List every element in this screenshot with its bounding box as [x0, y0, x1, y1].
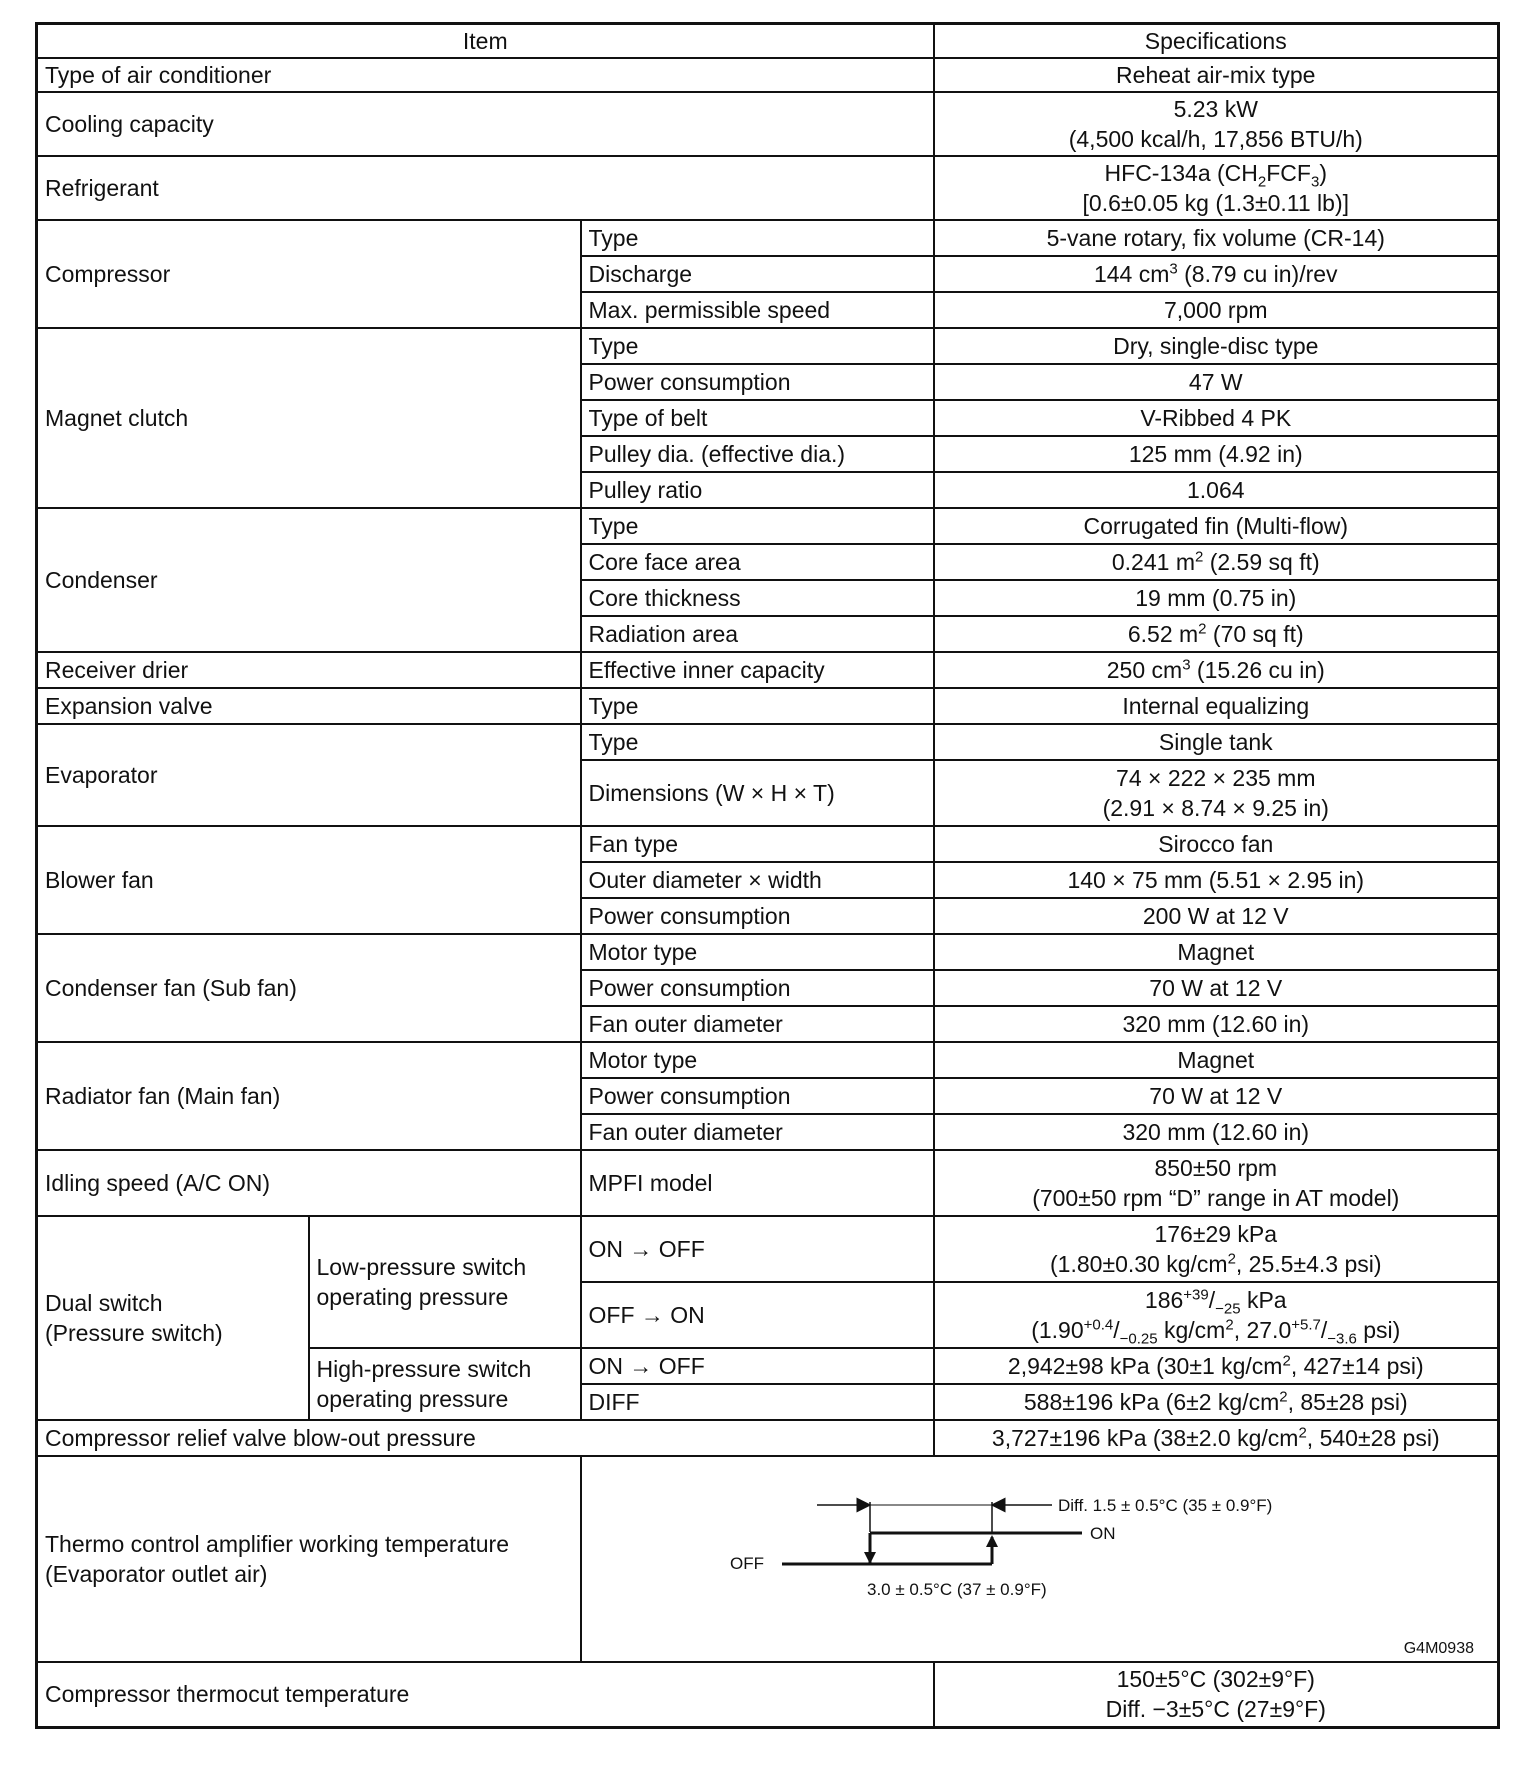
down-arrow-icon — [864, 1552, 876, 1564]
spec-line: [0.6±0.05 kg (1.3±0.11 lb)] — [1082, 189, 1349, 216]
table-row — [37, 1216, 1499, 1282]
sub-item-label: MPFI model — [581, 1150, 934, 1216]
off-label: OFF — [729, 1553, 764, 1573]
spec-value: V-Ribbed 4 PK — [934, 400, 1499, 436]
spec-value: Corrugated fin (Multi-flow) — [934, 508, 1499, 544]
table-row — [37, 826, 1499, 862]
spec-value: 250 $cm^3$ (15.26 cu in) — [934, 652, 1499, 688]
spec-value: 140 × 75 mm (5.51 × 2.95 in) — [934, 862, 1499, 898]
spec-value: 70 W at 12 V — [934, 1078, 1499, 1114]
header-row — [37, 24, 1499, 58]
item-label: Compressor thermocut temperature — [37, 1662, 934, 1728]
sub-item-label: Radiation area — [581, 616, 934, 652]
spec-line: (4,500 kcal/h, 17,856 BTU/h) — [1068, 125, 1363, 152]
table-row — [37, 156, 1499, 220]
sub-item-label: Fan type — [581, 826, 934, 862]
table-row — [37, 934, 1499, 970]
item-label: Compressor relief valve blow-out pressure — [37, 1420, 934, 1456]
spec-value: 3,727±196 kPa (38±2.0 $kg/cm^2$, 540±28 psi) — [934, 1420, 1499, 1456]
sub-item-label: Motor type — [581, 934, 934, 970]
condition-label: DIFF — [581, 1384, 934, 1420]
sub-item-label: Pulley ratio — [581, 472, 934, 508]
sub-item-label: Power consumption — [581, 898, 934, 934]
table-row — [37, 58, 1499, 92]
sub-item-label: Power consumption — [581, 970, 934, 1006]
spec-value: 1.064 — [934, 472, 1499, 508]
condition-label: ON → OFF — [581, 1216, 934, 1282]
spec-value: Magnet — [934, 934, 1499, 970]
item-label: Compressor — [37, 220, 581, 328]
sub-item-label: Power consumption — [581, 1078, 934, 1114]
sub-item-label: Motor type — [581, 1042, 934, 1078]
item-label: Refrigerant — [37, 156, 934, 220]
sub-item-label: Type of belt — [581, 400, 934, 436]
spec-value: 70 W at 12 V — [934, 970, 1499, 1006]
sub-item-label: Outer diameter × width — [581, 862, 934, 898]
table-row — [37, 1456, 1499, 1662]
sub-item-label: Type — [581, 328, 934, 364]
spec-line: Diff. −3±5°C (27±9°F) — [1105, 1696, 1326, 1723]
table-row — [37, 724, 1499, 760]
table-row — [37, 508, 1499, 544]
item-label: Evaporator — [37, 724, 581, 826]
spec-line: 5.23 kW — [1173, 95, 1258, 122]
table-row — [37, 688, 1499, 724]
spec-value: Internal equalizing — [934, 688, 1499, 724]
table-row — [37, 1420, 1499, 1456]
spec-value: 320 mm (12.60 in) — [934, 1114, 1499, 1150]
spec-value: 588±196 kPa (6±2 $kg/cm^2$, 85±28 psi) — [934, 1384, 1499, 1420]
spec-value: 320 mm (12.60 in) — [934, 1006, 1499, 1042]
sub-item-label: Fan outer diameter — [581, 1114, 934, 1150]
table-row — [37, 220, 1499, 256]
spec-value: Dry, single-disc type — [934, 328, 1499, 364]
figure-code: G4M0938 — [1403, 1639, 1474, 1657]
item-label: Condenser — [37, 508, 581, 652]
sub-item-label: Effective inner capacity — [581, 652, 934, 688]
spec-line: 150±5°C (302±9°F) — [1116, 1666, 1315, 1693]
spec-line: (700±50 rpm “D” range in AT model) — [1032, 1184, 1400, 1211]
diff-label: Diff. 1.5 ± 0.5°C (35 ± 0.9°F) — [1057, 1495, 1272, 1515]
condition-label: ON → OFF — [581, 1348, 934, 1384]
spec-value: 2,942±98 kPa (30±1 $kg/cm^2$, 427±14 psi) — [934, 1348, 1499, 1384]
item-label: Condenser fan (Sub fan) — [37, 934, 581, 1042]
spec-value: 0.241 $m^2$ (2.59 sq ft) — [934, 544, 1499, 580]
spec-value — [934, 760, 1499, 826]
sub-item-label: Type — [581, 688, 934, 724]
table-row — [37, 1150, 1499, 1216]
spec-value: 5-vane rotary, fix volume (CR-14) — [934, 220, 1499, 256]
item-label: Cooling capacity — [37, 92, 934, 156]
sub-item-label: Type — [581, 220, 934, 256]
sub-item-label: Low-pressure switch operating pressure — [309, 1216, 581, 1348]
table-row — [37, 1042, 1499, 1078]
sub-item-label: Type — [581, 508, 934, 544]
header-item: Item — [37, 24, 934, 58]
spec-value: 6.52 $m^2$ (70 sq ft) — [934, 616, 1499, 652]
item-label: Radiator fan (Main fan) — [37, 1042, 581, 1150]
spec-value: Single tank — [934, 724, 1499, 760]
spec-value: Magnet — [934, 1042, 1499, 1078]
spec-line: 74 × 222 × 235 mm — [1116, 764, 1316, 791]
spec-value — [934, 1150, 1499, 1216]
spec-line: HFC-134a $(CH_2FCF_3)$ — [1104, 159, 1327, 191]
item-label: Expansion valve — [37, 688, 581, 724]
condition-label: OFF → ON — [581, 1282, 934, 1348]
sub-item-label: Dimensions (W × H × T) — [581, 760, 934, 826]
spec-value: 176±29 kPa (1.80±0.30 $kg/cm^2$, 25.5±4.3 psi) — [934, 1216, 1499, 1282]
table-row — [37, 1662, 1499, 1728]
item-label: Thermo control amplifier working temperature (Evaporator outlet air) — [37, 1456, 581, 1662]
spec-value: 144 $cm^3$ (8.79 cu in)/rev — [934, 256, 1499, 292]
spec-value: 7,000 rpm — [934, 292, 1499, 328]
sub-item-label: Max. permissible speed — [581, 292, 934, 328]
spec-value: $186^{+39}/_{-25}$ kPa ($1.90^{+0.4}/_{-0.25}$ $kg/cm^2$, $27.0^{+5.7}/_{-3.6}$ psi) — [934, 1282, 1499, 1348]
header-specifications: Specifications — [934, 24, 1499, 58]
spec-value: 125 mm (4.92 in) — [934, 436, 1499, 472]
specifications-table — [35, 22, 1500, 1729]
item-label: Magnet clutch — [37, 328, 581, 508]
item-label: Idling speed (A/C ON) — [37, 1150, 581, 1216]
item-label: Type of air conditioner — [37, 58, 934, 92]
hysteresis-diagram — [582, 1457, 1499, 1661]
sub-item-label: Discharge — [581, 256, 934, 292]
item-label: Blower fan — [37, 826, 581, 934]
sub-item-label: High-pressure switch operating pressure — [309, 1348, 581, 1420]
spec-line: (2.91 × 8.74 × 9.25 in) — [1102, 794, 1329, 821]
thermo-diagram-cell — [581, 1456, 1499, 1662]
spec-value: Sirocco fan — [934, 826, 1499, 862]
sub-item-label: Core thickness — [581, 580, 934, 616]
sub-item-label: Type — [581, 724, 934, 760]
spec-value: Reheat air-mix type — [934, 58, 1499, 92]
spec-value — [934, 92, 1499, 156]
sub-item-label: Pulley dia. (effective dia.) — [581, 436, 934, 472]
sub-item-label: Power consumption — [581, 364, 934, 400]
spec-value: 47 W — [934, 364, 1499, 400]
table-row — [37, 328, 1499, 364]
spec-value: 19 mm (0.75 in) — [934, 580, 1499, 616]
sub-item-label: Core face area — [581, 544, 934, 580]
spec-value — [934, 1662, 1499, 1728]
item-label: Dual switch (Pressure switch) — [37, 1216, 309, 1420]
up-arrow-icon — [986, 1535, 998, 1547]
table-row — [37, 652, 1499, 688]
on-label: ON — [1089, 1523, 1115, 1543]
temperature-label: 3.0 ± 0.5°C (37 ± 0.9°F) — [866, 1579, 1047, 1599]
spec-line: 850±50 rpm — [1154, 1154, 1278, 1181]
spec-value — [934, 156, 1499, 220]
table-row — [37, 92, 1499, 156]
spec-value: 200 W at 12 V — [934, 898, 1499, 934]
sub-item-label: Fan outer diameter — [581, 1006, 934, 1042]
item-label: Receiver drier — [37, 652, 581, 688]
